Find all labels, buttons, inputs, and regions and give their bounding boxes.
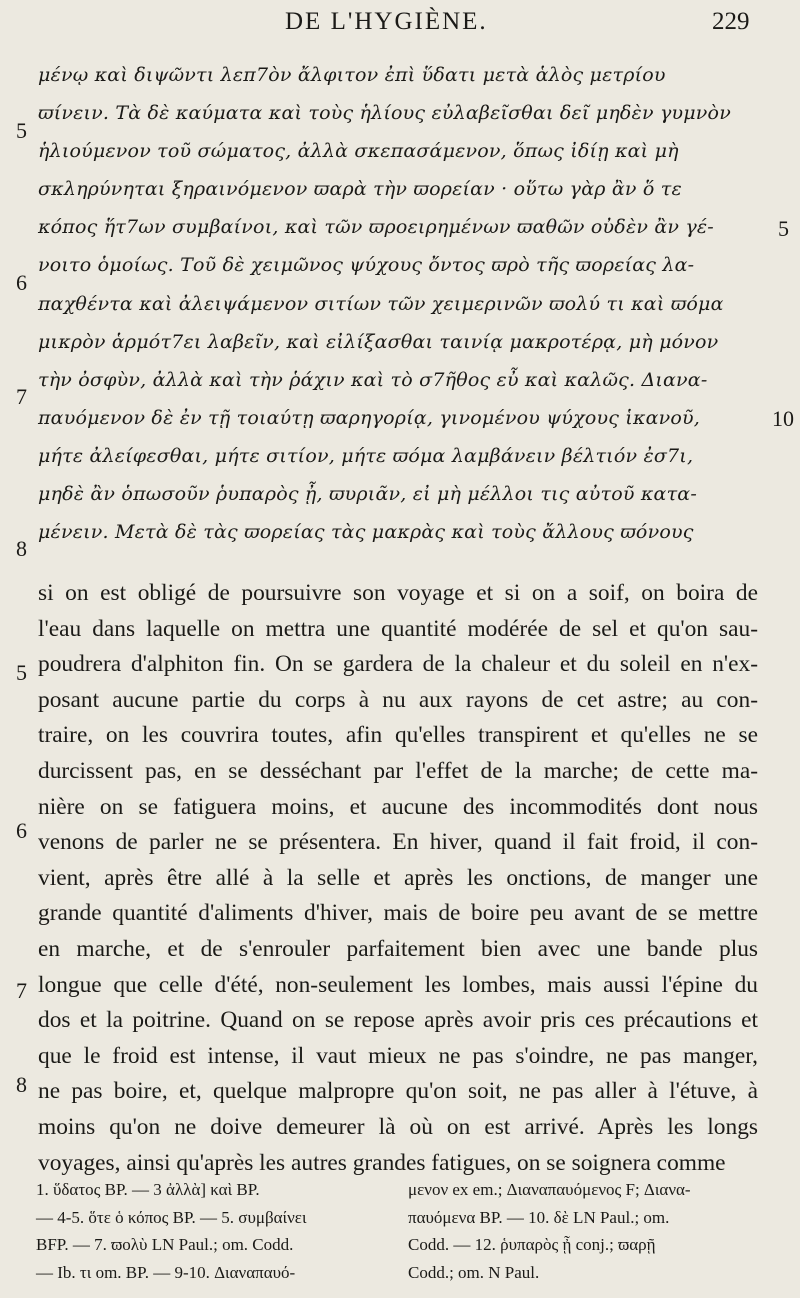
greek-line: μένῳ καὶ διψῶντι λεπ7ὸν ἄλφιτον ἐπὶ ὕδατι μετὰ ἁλὸς μετρίου: [38, 64, 666, 86]
note-line: — Ib. τι om. BP. — 9-10. Διαναπαυό-: [36, 1262, 296, 1282]
greek-line: μικρὸν ἁρμότ7ει λαβεῖν, καὶ εἰλίξασθαι ταινίᾳ μακροτέρᾳ, μὴ μόνον: [38, 330, 719, 353]
note-line: BFP. — 7. ϖολὺ LN Paul.; om. Codd.: [36, 1235, 294, 1255]
section-number: 8: [16, 1072, 27, 1097]
french-line: que le froid est intense, il vaut mieux ne pas s'oindre, ne pas manger,: [38, 1042, 758, 1069]
section-number: 8: [16, 536, 27, 561]
french-line: durcissent pas, en se desséchant par l'effet de la marche; de cette ma-: [38, 757, 758, 784]
running-head: [0, 6, 800, 40]
greek-line: τὴν ὀσφὺν, ἀλλὰ καὶ τὴν ῥάχιν καὶ τὸ σ7ῆθος εὖ καὶ καλῶς. Διανα-: [38, 368, 708, 391]
french-line: traire, on les couvrira toutes, afin qu'elles transpirent et qu'elles ne se: [38, 722, 758, 749]
greek-line: μηδὲ ἂν ὁπωσοῦν ῥυπαρὸς ᾖ, ϖυριᾶν, εἰ μὴ μέλλοι τις αὐτοῦ κατα-: [38, 483, 697, 506]
section-number: 6: [16, 270, 27, 295]
greek-line: νοιτο ὁμοίως. Τοῦ δὲ χειμῶνος ψύχους ὄντος ϖρὸ τῆς ϖορείας λα-: [38, 254, 695, 277]
line-count: 10: [772, 406, 794, 431]
french-translation: [38, 576, 758, 1181]
french-line: longue que celle d'été, non-seulement les lombes, mais aussi l'épine du: [38, 971, 758, 998]
french-line: si on est obligé de poursuivre son voyage et si on a soif, on boira de: [38, 580, 758, 606]
note-line: 1. ὕδατος BP. — 3 ἀλλὰ] καὶ BP.: [36, 1180, 260, 1199]
french-line: poudrera d'alphiton fin. On se gardera de la chaleur et du soleil en n'ex-: [38, 651, 758, 678]
french-line: nière on se fatiguera moins, et aucune des incommodités dont nous: [38, 793, 758, 820]
greek-line: παχθέντα καὶ ἀλειψάμενον σιτίων τῶν χειμερινῶν ϖολύ τι καὶ ϖόμα: [38, 292, 724, 315]
greek-line: ἡλιούμενον τοῦ σώματος, ἀλλὰ σκεπασάμενον, ὅπως ἰδίῃ καὶ μὴ: [38, 140, 679, 163]
notes-right-column: [408, 1176, 691, 1286]
section-number: 7: [16, 978, 27, 1003]
note-line: Codd. — 12. ῥυπαρὸς ᾖ conj.; ϖαρῇ: [408, 1235, 656, 1255]
french-line: vient, après être allé à la selle et après les onctions, de manger une: [38, 864, 758, 891]
greek-line: μένειν. Μετὰ δὲ τὰς ϖορείας τὰς μακρὰς καὶ τοὺς ἄλλους ϖόνους: [38, 521, 694, 544]
greek-line: σκληρύνηται ξηραινόμενον ϖαρὰ τὴν ϖορείαν · οὕτω γὰρ ἂν ὅ τε: [38, 178, 682, 201]
french-line: en marche, et de s'enrouler parfaitement bien avec une bande plus: [38, 935, 758, 962]
greek-line: ϖίνειν. Τὰ δὲ καύματα καὶ τοὺς ἡλίους εὐλαβεῖσθαι δεῖ μηδὲν γυμνὸν: [38, 102, 731, 125]
note-line: παυόμενα BP. — 10. δὲ LN Paul.; om.: [408, 1207, 670, 1227]
french-line: grande quantité d'aliments d'hiver, mais de boire peu avant de se mettre: [38, 900, 758, 927]
greek-text: [38, 56, 778, 551]
running-title: DE L'HYGIÈNE.: [285, 8, 488, 35]
french-line: voyages, ainsi qu'après les autres grandes fatigues, on se soignera comme: [38, 1149, 726, 1176]
note-line: Codd.; om. N Paul.: [408, 1262, 540, 1282]
greek-line: κόπος ἥτ7ων συμβαίνοι, καὶ τῶν ϖροειρημένων ϖαθῶν οὐδὲν ἂν γέ-: [38, 216, 714, 239]
greek-line: παυόμενον δὲ ἐν τῇ τοιαύτῃ ϖαρηγορίᾳ, γινομένου ψύχους ἱκανοῦ,: [38, 406, 701, 429]
line-count: 5: [778, 216, 789, 241]
section-number: 6: [16, 818, 27, 843]
french-line: moins qu'on ne doive demeurer là où on est arrivé. Après les longs: [38, 1113, 758, 1140]
french-line: venons de parler ne se présentera. En hiver, quand il fait froid, il con-: [38, 829, 758, 856]
greek-line: μήτε ἀλείφεσθαι, μήτε σιτίον, μήτε ϖόμα λαμβάνειν βέλτιόν ἐσ7ι,: [38, 444, 694, 467]
french-line: l'eau dans laquelle on mettra une quantité modérée de sel et qu'on sau-: [38, 615, 758, 642]
note-line: μενον ex em.; Διαναπαυόμενος F; Διανα-: [408, 1180, 691, 1199]
french-line: dos et la poitrine. Quand on se repose après avoir pris ces précautions et: [38, 1007, 758, 1034]
french-line: posant aucune partie du corps à nu aux rayons de cet astre; au con-: [38, 686, 758, 713]
french-line: ne pas boire, et, quelque malpropre qu'on soit, ne pas aller à l'étuve, à: [38, 1078, 758, 1105]
section-number: 7: [16, 384, 27, 409]
notes-left-column: [36, 1176, 307, 1286]
page-number: 229: [712, 8, 750, 35]
section-number: 5: [16, 660, 27, 685]
section-number: 5: [16, 118, 27, 143]
note-line: — 4-5. ὅτε ὁ κόπος BP. — 5. συμβαίνει: [36, 1207, 307, 1227]
